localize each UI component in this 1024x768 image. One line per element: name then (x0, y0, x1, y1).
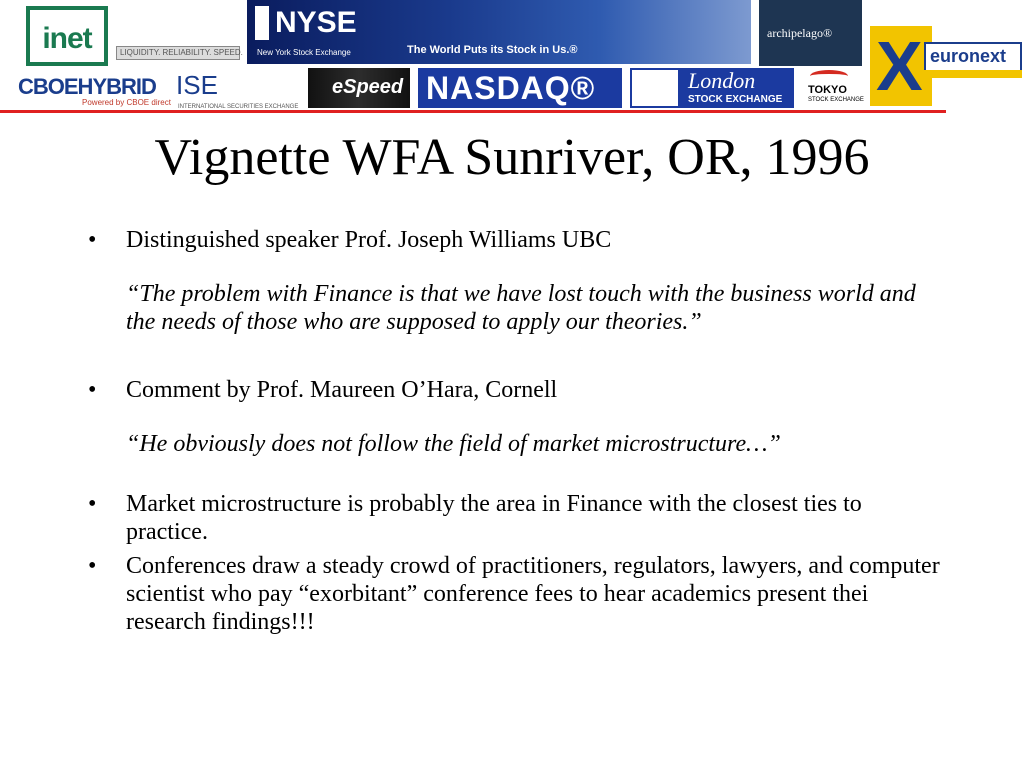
inet-logo (26, 6, 108, 66)
bullet-item (88, 552, 948, 636)
nyse-slogan: The World Puts its Stock in Us.® (407, 44, 578, 56)
bullet-item (88, 226, 948, 254)
bullet-marker: • (88, 491, 97, 517)
ise-logo-text: ISE (176, 70, 218, 100)
bullet-text: Conferences draw a steady crowd of practitioners, regulators, lawyers, and computer scientist who pay “exorbitant” conference fees to hear academics present thei research findings!!! (126, 553, 940, 635)
london-subtitle: STOCK EXCHANGE (688, 94, 783, 105)
slide-title: Vignette WFA Sunriver, OR, 1996 (154, 129, 870, 186)
quote-text: “The problem with Finance is that we have lost touch with the business world and the needs of those who are supposed to apply our theories.” (126, 281, 916, 335)
quote-text: “He obviously does not follow the field of market microstructure…” (126, 431, 781, 457)
espeed-logo-text: eSpeed (332, 76, 404, 98)
nyse-emblem (255, 6, 269, 40)
ise-logo (176, 70, 304, 110)
archipelago-logo (759, 0, 862, 66)
inet-logo-text: inet (42, 22, 92, 55)
euronext-x-glyph: X (876, 27, 923, 105)
london-stock-exchange-logo (630, 68, 794, 108)
tokyo-logo-text: TOKYO (808, 84, 847, 96)
nyse-logo-text: NYSE (275, 6, 357, 39)
archipelago-logo-text: archipelago® (767, 26, 833, 40)
nyse-logo (247, 0, 751, 64)
london-logo-text: London (688, 68, 756, 93)
espeed-logo (308, 68, 410, 108)
bullet-marker: • (88, 227, 97, 253)
nasdaq-logo (418, 68, 622, 108)
tokyo-subtitle: STOCK EXCHANGE (808, 97, 864, 103)
cboe-tagline: Powered by CBOE direct (82, 98, 171, 107)
euronext-strip (924, 70, 1022, 78)
bullet-marker: • (88, 553, 97, 579)
euronext-x-mark (870, 26, 932, 106)
cboe-logo-text: CBOEHYBRID (18, 74, 156, 99)
cboe-hybrid-logo (18, 70, 170, 110)
bullet-text: Distinguished speaker Prof. Joseph Williams UBC (126, 227, 612, 253)
bullet-marker: • (88, 377, 97, 403)
inet-tagline (116, 46, 243, 60)
bullet-item (88, 490, 948, 546)
slide-content (88, 226, 948, 636)
nyse-subtitle: New York Stock Exchange (257, 48, 351, 57)
euronext-wordmark (924, 42, 1022, 72)
header-divider (0, 110, 946, 113)
tokyo-swoosh-icon (810, 70, 848, 82)
bullet-text: Comment by Prof. Maureen O’Hara, Cornell (126, 377, 558, 403)
bullet-item (88, 376, 948, 404)
nasdaq-logo-text: NASDAQ® (426, 70, 596, 106)
ise-subtitle: INTERNATIONAL SECURITIES EXCHANGE (178, 104, 299, 110)
euronext-logo (870, 26, 1024, 106)
euronext-logo-text: euronext (930, 46, 1007, 66)
inet-tagline-text: LIQUIDITY. RELIABILITY. SPEED. (120, 48, 243, 57)
tokyo-stock-exchange-logo (802, 68, 864, 108)
london-crest-icon (632, 70, 678, 106)
bullet-text: Market microstructure is probably the area in Finance with the closest ties to practice. (126, 491, 862, 545)
